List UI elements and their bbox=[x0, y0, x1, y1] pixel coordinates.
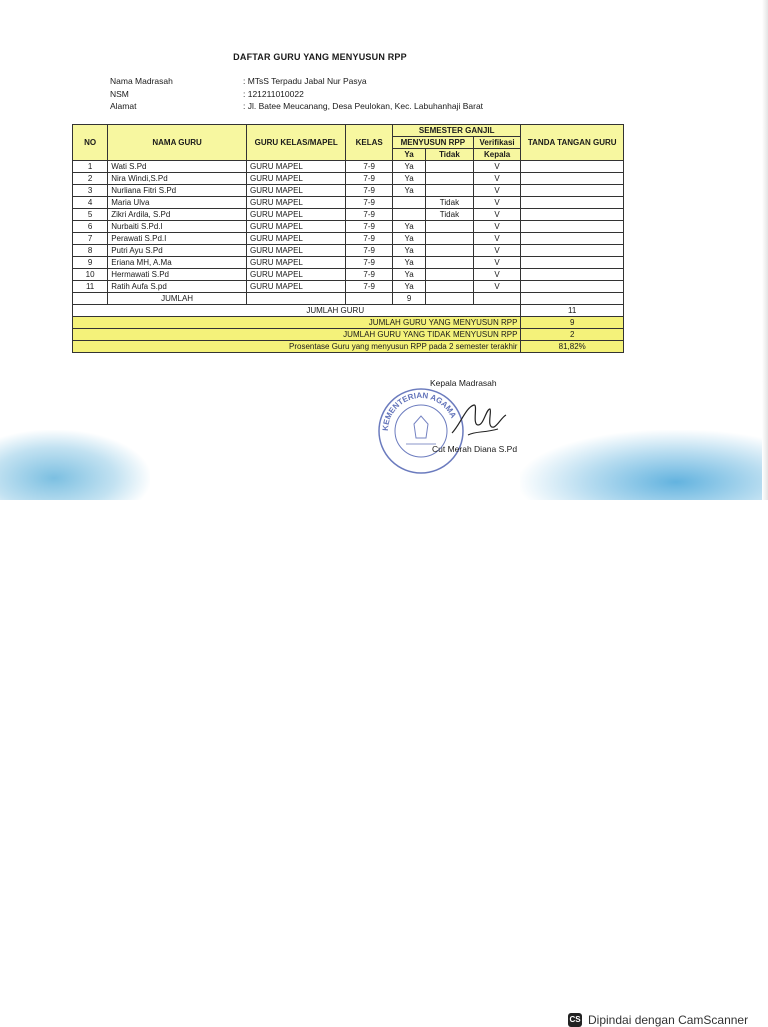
cell-nama-guru: Zikri Ardila, S.Pd bbox=[108, 209, 247, 221]
cell-tanda-tangan bbox=[521, 173, 624, 185]
cell-verifikasi: V bbox=[473, 197, 521, 209]
cell-tidak: Tidak bbox=[426, 197, 474, 209]
cell-no: 3 bbox=[73, 185, 108, 197]
cell-kelas: 7-9 bbox=[346, 281, 393, 293]
cell-no: 10 bbox=[73, 269, 108, 281]
header-guru-kelas: GURU KELAS/MAPEL bbox=[246, 125, 345, 161]
cell-verifikasi: V bbox=[473, 257, 521, 269]
table-row bbox=[73, 233, 624, 245]
cell-tidak bbox=[426, 257, 474, 269]
jumlah-ya-value: 9 bbox=[392, 293, 425, 305]
table-row bbox=[73, 197, 624, 209]
cell-kelas: 7-9 bbox=[346, 161, 393, 173]
summary-value: 9 bbox=[521, 317, 624, 329]
cell-tanda-tangan bbox=[521, 185, 624, 197]
cell-nama-guru: Ratih Aufa S.pd bbox=[108, 281, 247, 293]
cell-ya: Ya bbox=[392, 185, 425, 197]
cell-tanda-tangan bbox=[521, 209, 624, 221]
scanner-footer bbox=[0, 500, 768, 1027]
jumlah-guru-row bbox=[73, 305, 624, 317]
cell-guru-kelas: GURU MAPEL bbox=[246, 233, 345, 245]
cell-ya bbox=[392, 197, 425, 209]
table-row bbox=[73, 161, 624, 173]
cell-guru-kelas: GURU MAPEL bbox=[246, 209, 345, 221]
cell-kelas: 7-9 bbox=[346, 209, 393, 221]
cell-no: 6 bbox=[73, 221, 108, 233]
header-nama-guru: NAMA GURU bbox=[108, 125, 247, 161]
cell-kelas: 7-9 bbox=[346, 221, 393, 233]
cell-tidak bbox=[426, 221, 474, 233]
signature-title: Kepala Madrasah bbox=[430, 378, 497, 388]
table-row bbox=[73, 221, 624, 233]
cell-verifikasi: V bbox=[473, 209, 521, 221]
table-row bbox=[73, 281, 624, 293]
cell-nama-guru: Maria Ulva bbox=[108, 197, 247, 209]
summary-row-menyusun bbox=[73, 317, 624, 329]
header-tanda-tangan: TANDA TANGAN GURU bbox=[521, 125, 624, 161]
cell-no: 5 bbox=[73, 209, 108, 221]
signature-name: Cut Merah Diana S.Pd bbox=[432, 444, 518, 454]
cell-ya: Ya bbox=[392, 173, 425, 185]
cell-nama-guru: Wati S.Pd bbox=[108, 161, 247, 173]
cell-ya: Ya bbox=[392, 281, 425, 293]
cell-no: 9 bbox=[73, 257, 108, 269]
cell-guru-kelas: GURU MAPEL bbox=[246, 269, 345, 281]
header-semester: SEMESTER GANJIL bbox=[392, 125, 520, 137]
document-title-text: DAFTAR GURU YANG MENYUSUN RPP bbox=[233, 52, 407, 62]
cell-verifikasi: V bbox=[473, 281, 521, 293]
cell-tanda-tangan bbox=[521, 197, 624, 209]
scanned-page bbox=[0, 0, 768, 500]
cell-nama-guru: Nurbaiti S.Pd.I bbox=[108, 221, 247, 233]
cell-nama-guru: Hermawati S.Pd bbox=[108, 269, 247, 281]
cell-tanda-tangan bbox=[521, 161, 624, 173]
cell-nama-guru: Eriana MH, A.Ma bbox=[108, 257, 247, 269]
jumlah-guru-value: 11 bbox=[521, 305, 624, 317]
document-title bbox=[0, 52, 640, 62]
info-value: : 121211010022 bbox=[243, 89, 304, 99]
cell-guru-kelas: GURU MAPEL bbox=[246, 221, 345, 233]
cell-ya: Ya bbox=[392, 269, 425, 281]
cell-tidak: Tidak bbox=[426, 209, 474, 221]
decorative-splash-right bbox=[520, 430, 768, 500]
cell-ya: Ya bbox=[392, 245, 425, 257]
cell-verifikasi: V bbox=[473, 269, 521, 281]
cell-no: 7 bbox=[73, 233, 108, 245]
summary-row-tidak-menyusun bbox=[73, 329, 624, 341]
cell-no: 11 bbox=[73, 281, 108, 293]
header-kelas: KELAS bbox=[346, 125, 393, 161]
cell-guru-kelas: GURU MAPEL bbox=[246, 257, 345, 269]
cell-nama-guru: Perawati S.Pd.I bbox=[108, 233, 247, 245]
cell-nama-guru: Nira Windi,S.Pd bbox=[108, 173, 247, 185]
cell-nama-guru: Nurliana Fitri S.Pd bbox=[108, 185, 247, 197]
summary-value: 81,82% bbox=[521, 341, 624, 353]
cell-no: 2 bbox=[73, 173, 108, 185]
cell-verifikasi: V bbox=[473, 185, 521, 197]
cell-nama-guru: Putri Ayu S.Pd bbox=[108, 245, 247, 257]
table-row bbox=[73, 209, 624, 221]
cell-tidak bbox=[426, 161, 474, 173]
cell-no: 1 bbox=[73, 161, 108, 173]
summary-row-prosentase bbox=[73, 341, 624, 353]
camscanner-badge bbox=[568, 1013, 748, 1027]
table-totals bbox=[73, 293, 624, 353]
summary-label: JUMLAH GURU YANG MENYUSUN RPP bbox=[73, 317, 521, 329]
cell-tanda-tangan bbox=[521, 245, 624, 257]
camscanner-text: Dipindai dengan CamScanner bbox=[588, 1013, 749, 1027]
summary-value: 2 bbox=[521, 329, 624, 341]
cell-ya: Ya bbox=[392, 257, 425, 269]
cell-kelas: 7-9 bbox=[346, 269, 393, 281]
cell-kelas: 7-9 bbox=[346, 197, 393, 209]
cell-ya: Ya bbox=[392, 221, 425, 233]
cell-ya bbox=[392, 209, 425, 221]
header-tidak: Tidak bbox=[426, 149, 474, 161]
cell-ya: Ya bbox=[392, 161, 425, 173]
table-row bbox=[73, 245, 624, 257]
table-row bbox=[73, 269, 624, 281]
cell-tanda-tangan bbox=[521, 281, 624, 293]
cell-guru-kelas: GURU MAPEL bbox=[246, 173, 345, 185]
handwritten-signature-icon bbox=[448, 395, 508, 445]
cell-guru-kelas: GURU MAPEL bbox=[246, 197, 345, 209]
cell-kelas: 7-9 bbox=[346, 173, 393, 185]
cell-verifikasi: V bbox=[473, 233, 521, 245]
header-no: NO bbox=[73, 125, 108, 161]
header-kepala: Kepala bbox=[473, 149, 521, 161]
cell-kelas: 7-9 bbox=[346, 245, 393, 257]
jumlah-row bbox=[73, 293, 624, 305]
cell-tidak bbox=[426, 269, 474, 281]
cell-ya: Ya bbox=[392, 233, 425, 245]
header-menyusun-rpp: MENYUSUN RPP bbox=[392, 137, 473, 149]
cell-kelas: 7-9 bbox=[346, 233, 393, 245]
info-label: NSM bbox=[110, 89, 129, 99]
cell-tanda-tangan bbox=[521, 233, 624, 245]
cell-tidak bbox=[426, 245, 474, 257]
header-ya: Ya bbox=[392, 149, 425, 161]
cell-verifikasi: V bbox=[473, 245, 521, 257]
info-value: : MTsS Terpadu Jabal Nur Pasya bbox=[243, 76, 367, 86]
page-edge-shadow bbox=[762, 0, 768, 500]
cell-verifikasi: V bbox=[473, 221, 521, 233]
table-row bbox=[73, 173, 624, 185]
info-value: : Jl. Batee Meucanang, Desa Peulokan, Kec. Labuhanhaji Barat bbox=[243, 101, 484, 111]
cell-no: 8 bbox=[73, 245, 108, 257]
cell-guru-kelas: GURU MAPEL bbox=[246, 245, 345, 257]
rpp-table bbox=[72, 124, 624, 353]
cell-kelas: 7-9 bbox=[346, 185, 393, 197]
cell-tidak bbox=[426, 281, 474, 293]
summary-label: Prosentase Guru yang menyusun RPP pada 2 semester terakhir bbox=[73, 341, 521, 353]
cell-guru-kelas: GURU MAPEL bbox=[246, 281, 345, 293]
cell-guru-kelas: GURU MAPEL bbox=[246, 161, 345, 173]
table-row bbox=[73, 257, 624, 269]
header-verifikasi: Verifikasi bbox=[473, 137, 521, 149]
cell-verifikasi: V bbox=[473, 161, 521, 173]
camscanner-logo-icon: CS bbox=[568, 1013, 582, 1027]
jumlah-label: JUMLAH bbox=[108, 293, 247, 305]
summary-label: JUMLAH GURU YANG TIDAK MENYUSUN RPP bbox=[73, 329, 521, 341]
table-row bbox=[73, 185, 624, 197]
cell-guru-kelas: GURU MAPEL bbox=[246, 185, 345, 197]
decorative-splash-left bbox=[0, 430, 150, 500]
info-label: Alamat bbox=[110, 101, 137, 111]
cell-tidak bbox=[426, 173, 474, 185]
cell-verifikasi: V bbox=[473, 173, 521, 185]
stamp-text: KEMENTERIAN AGAMA bbox=[380, 390, 458, 432]
cell-no: 4 bbox=[73, 197, 108, 209]
cell-tanda-tangan bbox=[521, 269, 624, 281]
cell-tanda-tangan bbox=[521, 221, 624, 233]
info-label: Nama Madrasah bbox=[110, 76, 173, 86]
cell-kelas: 7-9 bbox=[346, 257, 393, 269]
table-body bbox=[73, 161, 624, 293]
jumlah-guru-label: JUMLAH GURU bbox=[73, 305, 521, 317]
cell-tidak bbox=[426, 185, 474, 197]
cell-tanda-tangan bbox=[521, 257, 624, 269]
cell-tidak bbox=[426, 233, 474, 245]
